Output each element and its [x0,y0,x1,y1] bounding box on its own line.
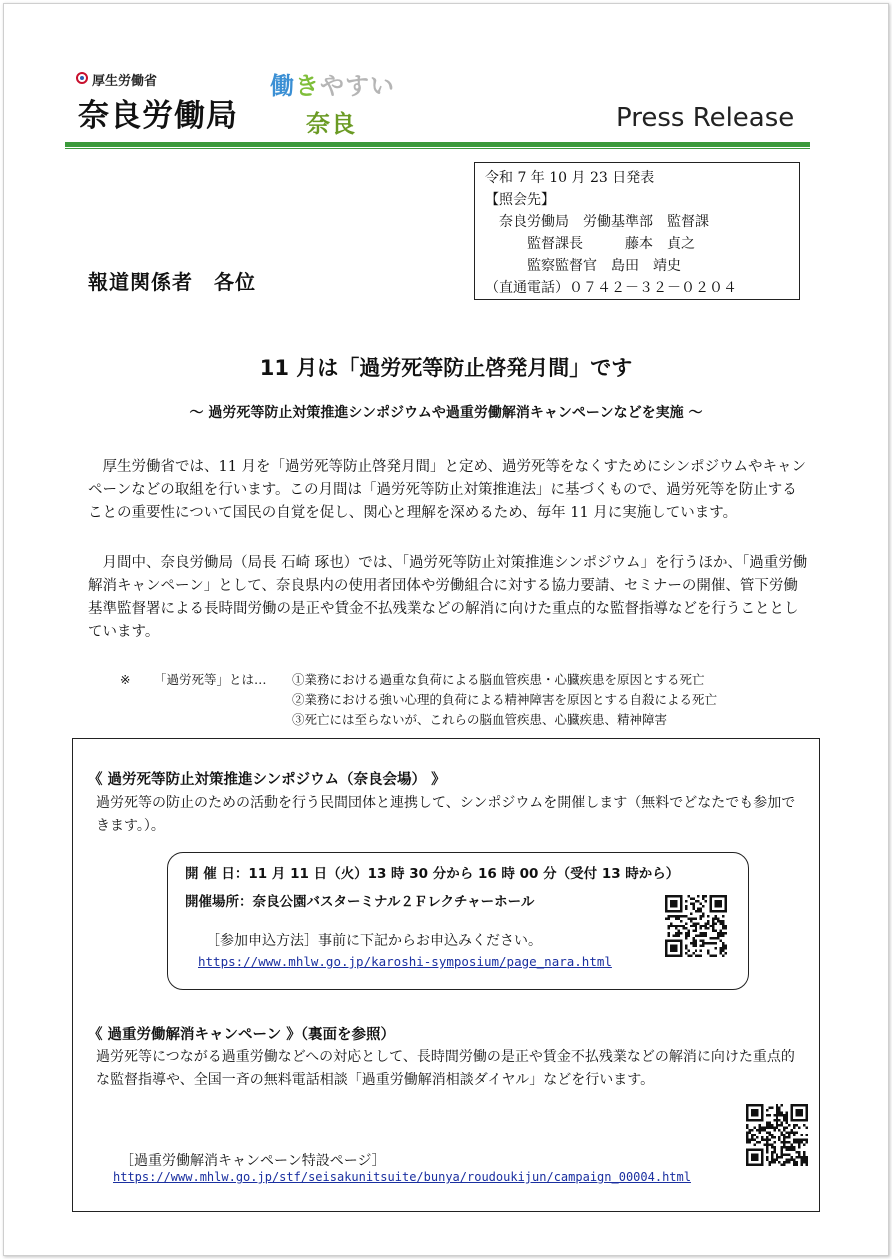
symposium-link[interactable]: https://www.mhlw.go.jp/karoshi-symposium/page_nara.html [198,954,612,969]
bureau-name: 奈良労働局 [78,98,238,134]
contact-heading: 【照会先】 [485,192,555,208]
page-title: 11 月は「過労死等防止啓発月間」です [259,356,633,380]
page-subtitle: ～ 過労死等防止対策推進シンポジウムや過重労働解消キャンペーンなどを実施 ～ [189,405,703,421]
ministry-name: 厚生労働省 [92,74,158,89]
contact-box [474,162,800,300]
note-mark: ※ [120,672,131,687]
contact-person-2: 監察監督官 島田 靖史 [485,258,681,274]
note-term: 「過労死等」とは… [154,672,267,687]
slogan-line-1: 働きやすい [270,72,395,100]
contact-department: 奈良労働局 労働基準部 監督課 [485,214,709,230]
symposium-heading: 《 過労死等防止対策推進シンポジウム（奈良会場） 》 [88,772,446,788]
release-date: 令和 7 年 10 月 23 日発表 [485,170,655,186]
symposium-text: 過労死等の防止のための活動を行う民間団体と連携して、シンポジウムを開催します（無料でどなたでも参加できます。）。 [96,795,796,834]
body-paragraph-2: 月間中、奈良労働局（局長 石崎 琢也）では、「過労死等防止対策推進シンポジウム」を行うほか、「過重労働解消キャンペーン」として、奈良県内の使用者団体や労働組合に対する協力要請、セミナーの開催、管下労働基準監督署による長時間労働の是正や賃金不払残業などの解消に向けた重点的な監督指導などを行うこととしています。 [88,555,808,640]
press-release-label: Press Release [616,103,795,133]
campaign-qr-code[interactable] [746,1104,808,1166]
ministry-emblem-icon [75,71,89,89]
slogan-line-2: 奈良 [306,110,356,138]
symposium-apply: ［参加申込方法］事前に下記からお申込みください。 [206,933,542,949]
ministry-logo [75,70,157,89]
symposium-qr-code[interactable] [665,895,727,957]
note-item-2: ②業務における強い心理的負荷による精神障害を原因とする自殺による死亡 [292,692,718,707]
note-item-1: ①業務における過重な負荷による脳血管疾患・心臓疾患を原因とする死亡 [292,672,705,687]
header-divider-thin [65,148,810,149]
symposium-date: 開 催 日：11 月 11 日（火）13 時 30 分から 16 時 00 分（受付 13 時から） [185,866,680,882]
contact-person-1: 監督課長 藤本 貞之 [485,236,695,252]
definition-note [120,670,717,730]
campaign-link[interactable]: https://www.mhlw.go.jp/stf/seisakunitsuite/bunya/roudoukijun/campaign_00004.html [113,1170,691,1184]
campaign-page-label: ［過重労働解消キャンペーン特設ページ］ [120,1153,386,1169]
campaign-text: 過労死等につながる過重労働などへの対応として、長時間労働の是正や賃金不払残業などの解消に向けた重点的な監督指導や、全国一斉の無料電話相談「過重労働解消相談ダイヤル」などを行います。 [96,1049,795,1088]
symposium-venue: 開催場所：奈良公園バスターミナル２Ｆレクチャーホール [185,894,535,910]
campaign-heading: 《 過重労働解消キャンペーン 》（裏面を参照） [88,1027,396,1043]
note-item-3: ③死亡には至らないが、これらの脳血管疾患、心臓疾患、精神障害 [292,712,668,727]
contact-phone: （直通電話）０７４２－３２－０２０４ [485,280,737,296]
addressee: 報道関係者 各位 [88,270,256,294]
body-paragraph-1: 厚生労働省では、11 月を「過労死等防止啓発月間」と定め、過労死等をなくすためにシンポジウムやキャンペーンなどの取組を行います。この月間は「過労死等防止対策推進法」に基づくもので、過労死等を防止することの重要性について国民の自覚を促し、関心と理解を深めるため、毎年 11 月に実施しています。 [88,459,806,521]
header-divider [65,142,810,147]
